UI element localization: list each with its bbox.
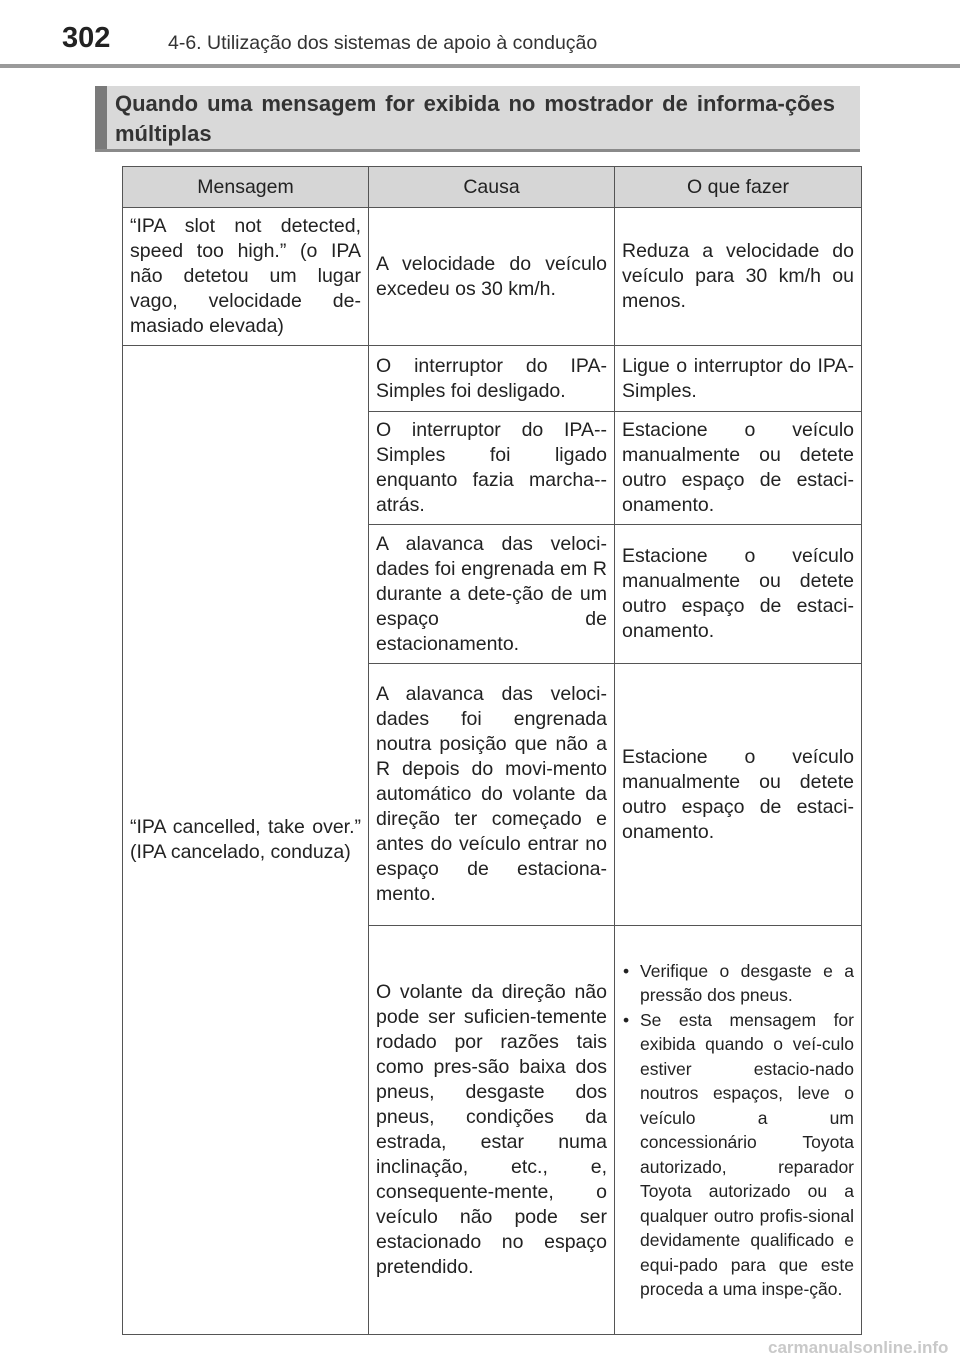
table-row xyxy=(123,208,862,346)
banner-accent-bar xyxy=(95,86,107,149)
banner-title: Quando uma mensagem for exibida no mostrador de informa-ções múltiplas xyxy=(115,91,835,146)
cause-cell: O interruptor do IPA-Simples foi desligado. xyxy=(369,346,615,412)
header-action: O que fazer xyxy=(615,167,862,208)
message-table xyxy=(122,166,862,1335)
watermark: carmanualsonline.info xyxy=(768,1338,949,1357)
cause-cell: A alavanca das veloci-dades foi engrenada noutra posição que não a R depois do movi-mento automático do volante da direção ter começado e antes do veículo entrar no espaço de estaciona-mento. xyxy=(369,664,615,926)
action-cell: Reduza a velocidade do veículo para 30 km/h ou menos. xyxy=(615,208,862,346)
action-cell: Estacione o veículo manualmente ou detete outro espaço de estaci-onamento. xyxy=(615,412,862,525)
cause-cell: O volante da direção não pode ser suficien-temente rodado por razões tais como pres-são baixa dos pneus, desgaste dos pneus, condições da estrada, estar numa inclinação, etc., e, consequente-mente, o veículo não pode ser estacionado no espaço pretendido. xyxy=(369,926,615,1335)
cause-cell: A alavanca das veloci-dades foi engrenada em R durante a dete-ção de um espaço de estacionamento. xyxy=(369,525,615,664)
action-cell: Estacione o veículo manualmente ou detete outro espaço de estaci-onamento. xyxy=(615,664,862,926)
bullet-item: • Verifique o desgaste e a pressão dos pneus. xyxy=(622,959,854,1008)
message-cell: “IPA slot not detected, speed too high.” (o IPA não detetou um lugar vago, velocidade de-masiado elevada) xyxy=(123,208,369,346)
action-cell: Estacione o veículo manualmente ou detete outro espaço de estaci-onamento. xyxy=(615,525,862,664)
action-bullet-list xyxy=(622,959,854,1302)
bullet-item: • Se esta mensagem for exibida quando o veí-culo estiver estacio-nado noutros espaços, leve o veículo a um concessionário Toyota autorizado, reparador Toyota autorizado ou a qualquer outro profis-sional devidamente qualificado e equi-pado para que este proceda a uma inspe-ção. xyxy=(622,1008,854,1302)
table-header-row xyxy=(123,167,862,208)
cause-cell: O interruptor do IPA--Simples foi ligado enquanto fazia marcha--atrás. xyxy=(369,412,615,525)
header-cause: Causa xyxy=(369,167,615,208)
header-message: Mensagem xyxy=(123,167,369,208)
section-banner xyxy=(95,86,860,152)
action-cell xyxy=(615,926,862,1335)
page-number: 302 xyxy=(62,22,111,54)
cause-cell: A velocidade do veículo excedeu os 30 km/h. xyxy=(369,208,615,346)
message-cell: “IPA cancelled, take over.” (IPA cancelado, conduza) xyxy=(123,346,369,1335)
action-cell: Ligue o interruptor do IPA-Simples. xyxy=(615,346,862,412)
table-row xyxy=(123,346,862,412)
header-divider xyxy=(0,64,960,68)
section-title: 4-6. Utilização dos sistemas de apoio à condução xyxy=(168,32,598,54)
